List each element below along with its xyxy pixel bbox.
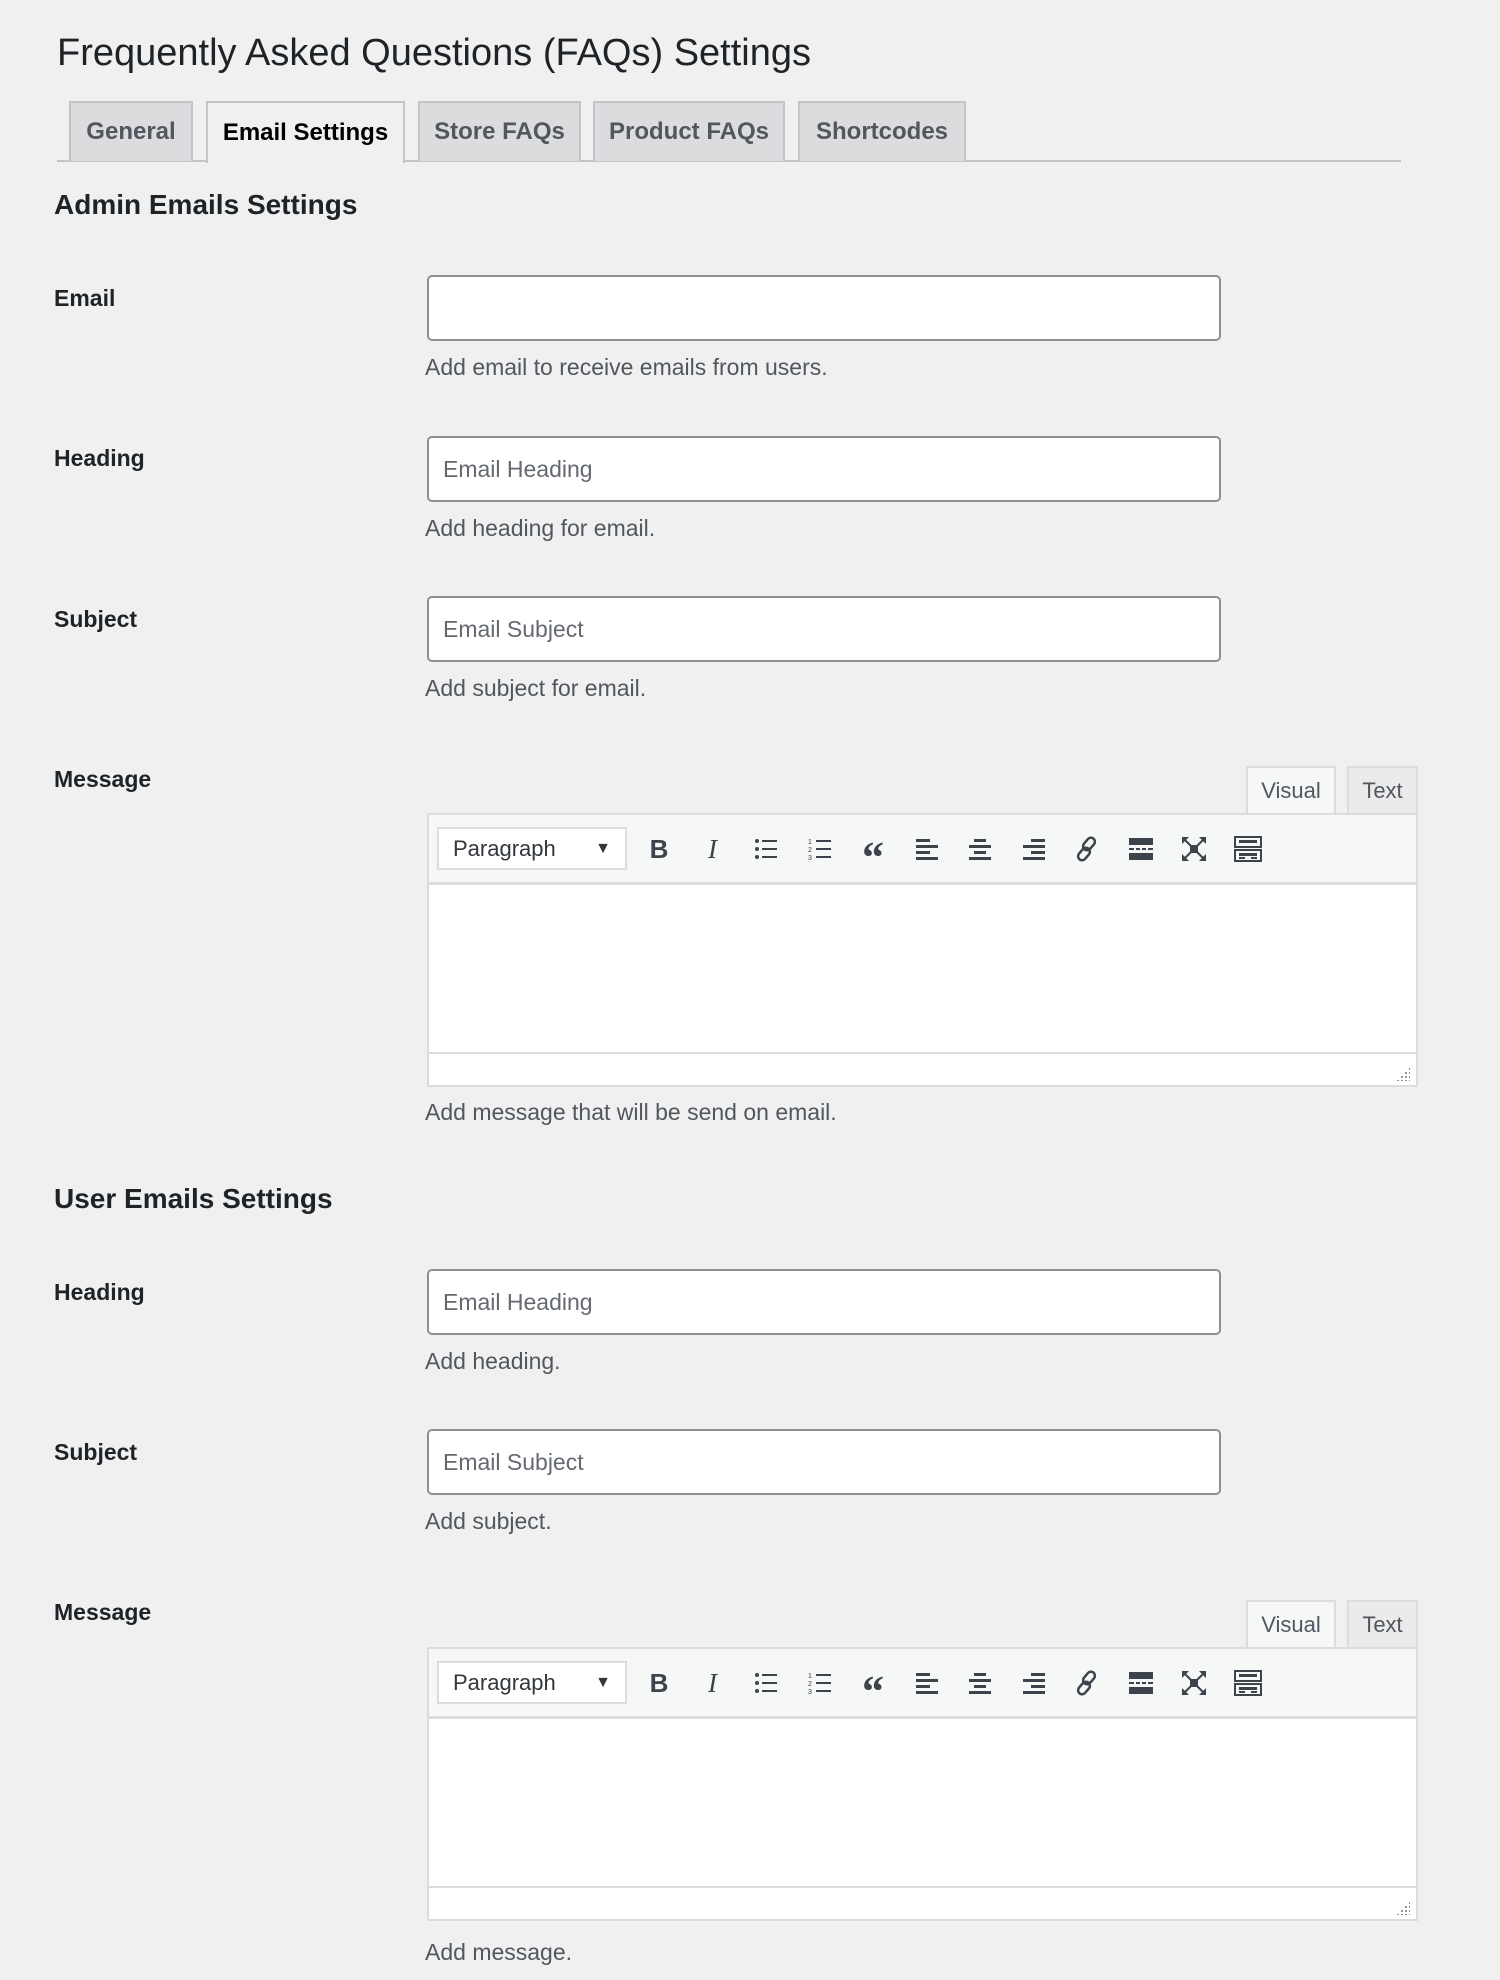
admin-subject-label: Subject — [54, 606, 138, 632]
admin-heading-input[interactable] — [427, 436, 1221, 502]
page-title: Frequently Asked Questions (FAQs) Settings — [57, 32, 812, 74]
resize-handle-icon[interactable] — [1396, 1067, 1410, 1081]
link-icon[interactable] — [1071, 833, 1103, 865]
svg-text:3: 3 — [807, 855, 812, 861]
user-visual-tab[interactable]: Visual — [1246, 1600, 1336, 1648]
tab-general[interactable]: General — [69, 101, 193, 161]
admin-editor-toolbar — [429, 815, 1416, 885]
admin-heading-label: Heading — [54, 445, 145, 471]
admin-subject-help: Add subject for email. — [425, 675, 647, 701]
svg-text:1: 1 — [807, 839, 812, 846]
resize-handle-icon[interactable] — [1396, 1901, 1410, 1915]
fullscreen-icon[interactable] — [1178, 1667, 1210, 1699]
blockquote-icon[interactable]: “ — [862, 833, 884, 882]
admin-section-heading: Admin Emails Settings — [54, 189, 358, 220]
dropdown-arrow-icon: ▼ — [595, 1673, 611, 1691]
svg-text:3: 3 — [807, 1689, 812, 1695]
user-format-select[interactable] — [437, 1661, 627, 1704]
user-text-tab[interactable]: Text — [1347, 1600, 1418, 1648]
admin-message-content[interactable] — [429, 885, 1416, 1052]
bulleted-list-icon[interactable] — [750, 833, 782, 865]
bulleted-list-icon[interactable] — [750, 1667, 782, 1699]
user-subject-input[interactable] — [427, 1429, 1221, 1495]
tab-store-faqs[interactable]: Store FAQs — [418, 101, 581, 161]
user-message-editor — [427, 1647, 1418, 1921]
align-right-icon[interactable] — [1018, 1667, 1050, 1699]
admin-text-tab[interactable]: Text — [1347, 766, 1418, 814]
align-right-icon[interactable] — [1018, 833, 1050, 865]
format-select-value: Paragraph — [453, 1669, 556, 1695]
admin-message-help: Add message that will be send on email. — [425, 1099, 837, 1125]
user-message-label: Message — [54, 1599, 152, 1625]
admin-email-label: Email — [54, 285, 116, 311]
align-center-icon[interactable] — [964, 833, 996, 865]
user-heading-label: Heading — [54, 1279, 145, 1305]
user-subject-help: Add subject. — [425, 1508, 552, 1534]
user-section-heading: User Emails Settings — [54, 1183, 333, 1214]
admin-subject-input[interactable] — [427, 596, 1221, 662]
fullscreen-icon[interactable] — [1178, 833, 1210, 865]
user-heading-help: Add heading. — [425, 1348, 561, 1374]
dropdown-arrow-icon: ▼ — [595, 839, 611, 857]
svg-text:1: 1 — [807, 1673, 812, 1680]
align-left-icon[interactable] — [911, 833, 943, 865]
admin-message-label: Message — [54, 766, 152, 792]
blockquote-icon[interactable]: “ — [862, 1667, 884, 1716]
align-center-icon[interactable] — [964, 1667, 996, 1699]
toolbar-toggle-icon[interactable] — [1232, 833, 1264, 865]
numbered-list-icon[interactable] — [804, 833, 836, 865]
admin-email-input[interactable] — [427, 275, 1221, 341]
svg-text:2: 2 — [807, 847, 812, 854]
format-select-value: Paragraph — [453, 835, 556, 861]
link-icon[interactable] — [1071, 1667, 1103, 1699]
numbered-list-icon[interactable] — [804, 1667, 836, 1699]
user-heading-input[interactable] — [427, 1269, 1221, 1335]
bold-icon[interactable]: B — [649, 833, 669, 864]
read-more-icon[interactable] — [1125, 1667, 1157, 1699]
user-message-content[interactable] — [429, 1719, 1416, 1886]
tab-product-faqs[interactable]: Product FAQs — [593, 101, 785, 161]
tab-shortcodes[interactable]: Shortcodes — [798, 101, 966, 161]
admin-heading-help: Add heading for email. — [425, 515, 656, 541]
italic-icon[interactable]: I — [708, 1667, 717, 1698]
admin-format-select[interactable] — [437, 827, 627, 870]
admin-message-editor — [427, 813, 1418, 1087]
read-more-icon[interactable] — [1125, 833, 1157, 865]
italic-icon[interactable]: I — [708, 833, 717, 864]
user-editor-toolbar — [429, 1649, 1416, 1719]
toolbar-toggle-icon[interactable] — [1232, 1667, 1264, 1699]
tab-email-settings[interactable]: Email Settings — [206, 101, 405, 163]
user-subject-label: Subject — [54, 1439, 138, 1465]
svg-text:2: 2 — [807, 1681, 812, 1688]
admin-editor-statusbar — [429, 1052, 1416, 1085]
admin-email-help: Add email to receive emails from users. — [425, 354, 828, 380]
admin-visual-tab[interactable]: Visual — [1246, 766, 1336, 814]
user-message-help: Add message. — [425, 1939, 573, 1965]
user-editor-statusbar — [429, 1886, 1416, 1919]
bold-icon[interactable]: B — [649, 1667, 669, 1698]
align-left-icon[interactable] — [911, 1667, 943, 1699]
